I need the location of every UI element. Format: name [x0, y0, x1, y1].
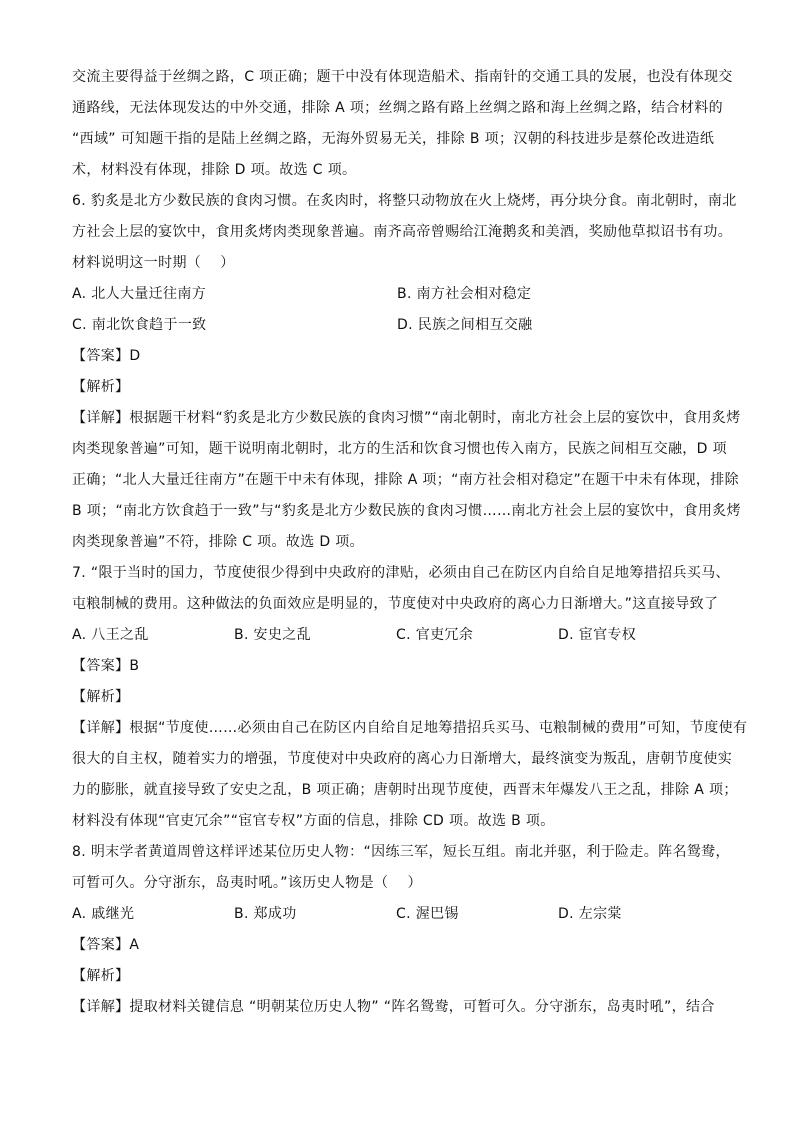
option-b: B. 郑成功 — [234, 906, 297, 922]
option-d: D. 左宗棠 — [558, 906, 622, 922]
option-c: C. 渥巴锡 — [396, 906, 459, 922]
text-line: 交流主要得益于丝绸之路，C 项正确；题干中没有体现造船术、指南针的交通工具的发展，也没有体现交 — [72, 69, 733, 85]
analysis-label: 【解析】 — [72, 968, 130, 984]
detail-line: 肉类现象普遍”不符，排除 C 项。故选 D 项。 — [72, 534, 365, 550]
option-b: B. 安史之乱 — [234, 627, 311, 643]
answer-label: 【答案】D — [72, 348, 141, 364]
option-c: C. 官吏冗余 — [396, 627, 474, 643]
detail-line: 力的膨胀，就直接导致了安史之乱，B 项正确；唐朝时出现节度使，西晋末年爆发八王之乱，排除 A 项； — [72, 782, 738, 798]
option-d: D. 民族之间相互交融 — [397, 317, 533, 333]
detail-line: 肉类现象普遍”可知，题干说明南北朝时，北方的生活和饮食习惯也传入南方，民族之间相互交融，D 项 — [72, 441, 727, 457]
text-line: “西域” 可知题干指的是陆上丝绸之路，无海外贸易无关，排除 B 项；汉朝的科技进步是蔡伦改进造纸 — [72, 131, 715, 147]
option-a: A. 戚继光 — [72, 906, 135, 922]
detail-line: 很大的自主权，随着实力的增强，节度使对中央政府的离心力日渐增大，最终演变为叛乱，唐朝节度使实 — [72, 751, 733, 767]
document-page — [72, 62, 748, 1023]
option-b: B. 南方社会相对稳定 — [397, 286, 532, 302]
option-row — [72, 279, 722, 310]
option-a: A. 北人大量迁往南方 — [72, 286, 207, 302]
question-6 — [72, 186, 741, 558]
detail-line: B 项；“南北方饮食趋于一致”与“豹炙是北方少数民族的食肉习惯……南北方社会上层的宴饮中，食用炙烤 — [72, 503, 741, 519]
analysis-label: 【解析】 — [72, 379, 130, 395]
question-stem-line: 屯粮制械的费用。这种做法的负面效应是明显的，节度使对中央政府的离心力日渐增大。”这直接导致了 — [72, 596, 719, 612]
previous-explanation — [72, 62, 733, 186]
option-row — [72, 899, 722, 930]
question-stem-line: 方社会上层的宴饮中，食用炙烤肉类现象普遍。南齐高帝曾赐给江淹鹅炙和美酒，奖励他草拟诏书有功。 — [72, 224, 733, 240]
option-row — [72, 310, 722, 341]
question-stem-line: 6. 豹炙是北方少数民族的食肉习惯。在炙肉时，将整只动物放在火上烧烤，再分块分食。南北朝时，南北 — [72, 193, 737, 209]
question-stem-line: 8. 明末学者黄道周曾这样评述某位历史人物：“因练三军，短长互组。南北并驱，利于险走。阵名鸳鸯， — [72, 844, 730, 860]
question-stem-line: 可暂可久。分守浙东，岛夷时吼。”该历史人物是（ ） — [72, 875, 422, 891]
question-8 — [72, 837, 730, 1023]
detail-line: 正确；“北人大量迁往南方”在题干中未有体现，排除 A 项；“南方社会相对稳定”在题干中未有体现，排除 — [72, 472, 739, 488]
detail-line: 【详解】根据题干材料“豹炙是北方少数民族的食肉习惯”“南北朝时，南北方社会上层的宴饮中，食用炙烤 — [72, 410, 741, 426]
text-line: 通路线，无法体现发达的中外交通，排除 A 项；丝绸之路有路上丝绸之路和海上丝绸之路，结合材料的 — [72, 100, 723, 116]
analysis-label: 【解析】 — [72, 689, 130, 705]
option-a: A. 八王之乱 — [72, 627, 149, 643]
answer-label: 【答案】B — [72, 658, 140, 674]
option-row — [72, 620, 722, 651]
question-stem-line: 7. “限于当时的国力，节度使很少得到中央政府的津贴，必须由自己在防区内自给自足地筹措招兵买马、 — [72, 565, 730, 581]
question-7 — [72, 558, 748, 837]
detail-line: 【详解】根据“节度使……必须由自己在防区内自给自足地筹措招兵买马、屯粮制械的费用”可知，节度使有 — [72, 720, 748, 736]
answer-label: 【答案】A — [72, 937, 140, 953]
detail-line: 【详解】提取材料关键信息 “明朝某位历史人物” “阵名鸳鸯，可暂可久。分守浙东，岛夷时吼”，结合 — [72, 999, 715, 1015]
option-d: D. 宦官专权 — [558, 627, 637, 643]
question-stem-line: 材料说明这一时期（ ） — [72, 255, 235, 271]
detail-line: 材料没有体现“官吏冗余”“宦官专权”方面的信息，排除 CD 项。故选 B 项。 — [72, 813, 555, 829]
option-c: C. 南北饮食趋于一致 — [72, 317, 207, 333]
text-line: 术，材料没有体现，排除 D 项。故选 C 项。 — [72, 162, 357, 178]
